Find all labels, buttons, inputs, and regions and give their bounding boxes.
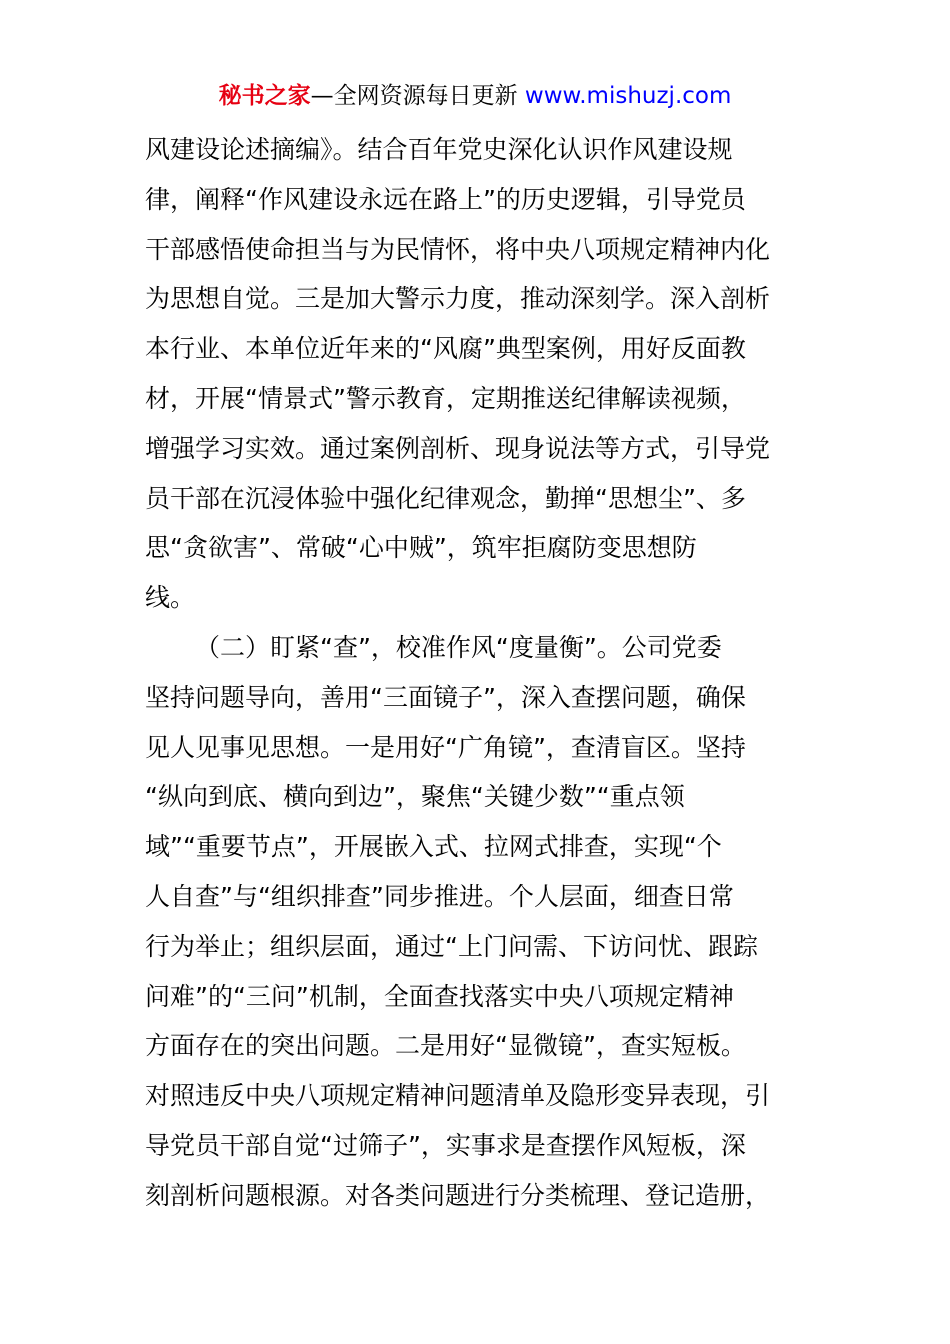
text-line: 人自查”与“组织排查”同步推进。个人层面，细查日常 xyxy=(145,881,734,911)
text-line: 线。 xyxy=(145,583,196,613)
text-line: 材，开展“情景式”警示教育，定期推送纪律解读视频， xyxy=(145,383,746,413)
text-line: 为思想自觉。三是加大警示力度，推动深刻学。深入剖析 xyxy=(145,284,771,314)
text-line: 本行业、本单位近年来的“风腐”典型案例，用好反面教 xyxy=(145,334,746,364)
text-line: 干部感悟使命担当与为民情怀，将中央八项规定精神内化 xyxy=(145,234,771,264)
text-line: 思“贪欲害”、常破“心中贼”，筑牢拒腐防变思想防 xyxy=(145,533,697,563)
text-line: 问难”的“三问”机制，全面查找落实中央八项规定精神 xyxy=(145,981,734,1011)
text-line: 律，阐释“作风建设永远在路上”的历史逻辑，引导党员 xyxy=(145,184,746,214)
text-line: 对照违反中央八项规定精神问题清单及隐形变异表现，引 xyxy=(145,1081,771,1111)
section-heading-line: （二）盯紧“查”，校准作风“度量衡”。公司党委 xyxy=(195,632,722,662)
text-line: 见人见事见思想。一是用好“广角镜”，查清盲区。坚持 xyxy=(145,732,746,762)
site-header xyxy=(0,78,950,114)
text-line: 刻剖析问题根源。对各类问题进行分类梳理、登记造册， xyxy=(145,1180,771,1210)
document-body xyxy=(145,125,810,1221)
site-tagline: —全网资源每日更新 xyxy=(310,83,518,109)
text-line: 坚持问题导向，善用“三面镜子”，深入查摆问题，确保 xyxy=(145,682,746,712)
text-line: 导党员干部自觉“过筛子”，实事求是查摆作风短板，深 xyxy=(145,1130,746,1160)
text-line: 方面存在的突出问题。二是用好“显微镜”，查实短板。 xyxy=(145,1031,746,1061)
text-line: 行为举止；组织层面，通过“上门问需、下访问忧、跟踪 xyxy=(145,931,758,961)
site-brand: 秘书之家 xyxy=(218,83,311,109)
text-line: 域”“重要节点”，开展嵌入式、拉网式排查，实现“个 xyxy=(145,832,722,862)
text-line: “纵向到底、横向到边”，聚焦“关键少数”“重点领 xyxy=(145,782,685,812)
site-url-link[interactable]: www.mishuzj.com xyxy=(524,83,732,109)
text-line: 风建设论述摘编》。结合百年党史深化认识作风建设规 xyxy=(145,135,733,164)
text-line: 员干部在沉浸体验中强化纪律观念，勤掸“思想尘”、多 xyxy=(145,483,746,513)
text-line: 增强学习实效。通过案例剖析、现身说法等方式，引导党 xyxy=(145,433,771,463)
